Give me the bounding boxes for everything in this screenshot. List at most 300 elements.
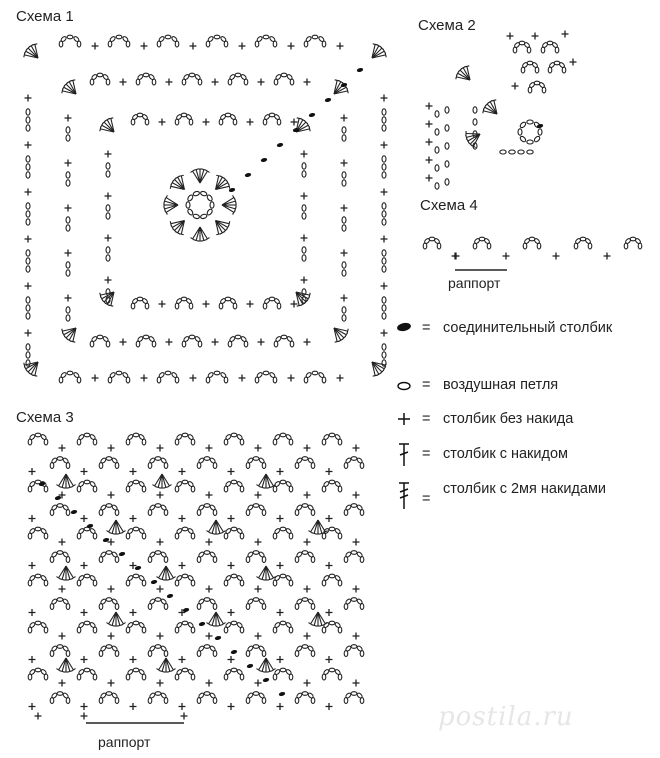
scheme3-arch: [148, 504, 168, 516]
scheme3-plus: [59, 539, 66, 546]
chain-mark: [342, 180, 346, 186]
scheme3-arch: [99, 645, 119, 657]
scheme1-top-arch: [206, 35, 228, 47]
scheme3-plus: [277, 609, 284, 616]
scheme3-arch: [77, 621, 97, 633]
scheme1-right-plus: [381, 142, 388, 149]
chain-arch: [274, 73, 294, 85]
scheme3-plus: [228, 562, 235, 569]
single-crochet-mark: [341, 205, 348, 212]
scheme2-ring-chain: [518, 129, 522, 135]
single-crochet-mark: [304, 79, 311, 86]
scheme3-arch: [246, 692, 266, 704]
single-crochet-mark: [203, 301, 210, 308]
chain-mark: [26, 156, 30, 162]
chain-arch: [513, 41, 531, 53]
chain-mark: [382, 250, 386, 256]
scheme4-arch: [574, 237, 592, 249]
scheme3-plus: [130, 609, 137, 616]
chain-mark: [26, 313, 30, 319]
chain-arch: [175, 297, 193, 309]
legend-text: столбик с накидом: [443, 446, 568, 462]
chain-mark: [342, 270, 346, 276]
legend-item-chain-stitch: [395, 375, 655, 395]
scheme1-center-fan: [222, 195, 236, 214]
scheme3-arch: [322, 480, 342, 492]
scheme2-corner-fan: [456, 66, 470, 80]
chain-mark: [445, 143, 449, 149]
scheme1-center-fan: [190, 169, 209, 183]
scheme3-arch: [295, 457, 315, 469]
scheme3-arch: [175, 480, 195, 492]
chain-mark: [106, 213, 110, 219]
scheme1-left-plus: [25, 236, 32, 243]
scheme3-plus: [29, 468, 36, 475]
scheme3-arch: [224, 527, 244, 539]
scheme3-fan: [56, 658, 75, 672]
legend-text: столбик без накида: [443, 411, 574, 427]
scheme-4-rapport-label: раппорт: [448, 275, 501, 291]
scheme3-slip-stitch: [54, 495, 61, 500]
scheme3-plus: [179, 562, 186, 569]
chain-arch: [263, 113, 281, 125]
single-crochet-mark: [105, 193, 112, 200]
chain-arch: [274, 335, 294, 347]
scheme1-right-plus: [381, 236, 388, 243]
scheme1-center-chain: [187, 194, 194, 202]
scheme3-plus: [228, 468, 235, 475]
chain-mark: [66, 262, 70, 268]
single-crochet-mark: [258, 339, 265, 346]
scheme1-top-plus: [337, 43, 344, 50]
scheme3-slip-stitch: [166, 593, 173, 598]
legend-text: столбик с 2мя накидами: [443, 481, 607, 497]
scheme3-arch: [322, 527, 342, 539]
scheme3-arch: [344, 645, 364, 657]
single-crochet-mark: [426, 157, 433, 164]
scheme3-plus: [206, 633, 213, 640]
scheme4-plus: [503, 253, 510, 260]
scheme1-bottom-arch: [255, 371, 277, 383]
scheme3-arch: [126, 433, 146, 445]
single-crochet-mark: [507, 33, 514, 40]
chain-mark: [302, 205, 306, 211]
chain-arch: [136, 73, 156, 85]
chain-mark: [382, 266, 386, 272]
chain-mark: [342, 172, 346, 178]
scheme3-fan: [256, 658, 275, 672]
scheme1-top-plus: [190, 43, 197, 50]
chain-mark: [106, 205, 110, 211]
scheme3-plus: [304, 586, 311, 593]
scheme3-plus: [304, 680, 311, 687]
legend-item-double-crochet: [395, 444, 655, 468]
scheme3-plus: [228, 656, 235, 663]
scheme1-slip-stitch: [260, 157, 267, 162]
chain-arch: [219, 297, 237, 309]
scheme3-arch: [99, 504, 119, 516]
scheme3-plus: [108, 633, 115, 640]
scheme3-slip-stitch: [118, 551, 125, 556]
scheme4-arch: [473, 237, 491, 249]
scheme3-fan: [256, 566, 275, 580]
chain-arch: [90, 73, 110, 85]
scheme4-plus: [604, 253, 611, 260]
scheme3-arch: [175, 621, 195, 633]
scheme3-fan: [106, 520, 125, 534]
scheme3-plus: [326, 468, 333, 475]
chain-mark: [435, 165, 439, 171]
scheme1-top-plus: [92, 43, 99, 50]
single-crochet-mark: [512, 83, 519, 90]
scheme3-slip-stitch: [198, 621, 205, 626]
scheme3-arch: [197, 645, 217, 657]
single-crochet-mark: [81, 713, 88, 720]
chain-mark: [518, 150, 524, 154]
scheme1-right-plus: [381, 189, 388, 196]
scheme1-corner-fan: [296, 292, 310, 306]
chain-mark: [382, 297, 386, 303]
scheme1-left-plus: [25, 283, 32, 290]
scheme1-center-chain: [186, 202, 190, 208]
scheme3-plus: [157, 586, 164, 593]
chain-mark: [26, 125, 30, 131]
single-crochet-mark: [181, 713, 188, 720]
chain-mark: [26, 305, 30, 311]
scheme3-plus: [255, 492, 262, 499]
single-crochet-mark: [532, 33, 539, 40]
scheme3-fan: [156, 566, 175, 580]
chain-arch: [541, 41, 559, 53]
chain-mark: [26, 211, 30, 217]
scheme3-plus: [130, 515, 137, 522]
chain-mark: [26, 297, 30, 303]
scheme3-slip-stitch: [246, 663, 253, 668]
chain-mark: [382, 109, 386, 115]
scheme1-corner-fan: [334, 328, 348, 342]
scheme1-top-arch: [157, 35, 179, 47]
scheme1-right-plus: [381, 283, 388, 290]
single-crochet-mark: [304, 339, 311, 346]
scheme1-bottom-arch: [304, 371, 326, 383]
chain-mark: [382, 172, 386, 178]
scheme3-plus: [326, 703, 333, 710]
scheme3-arch: [77, 574, 97, 586]
scheme3-slip-stitch: [150, 579, 157, 584]
chain-arch: [228, 335, 248, 347]
scheme1-top-arch: [304, 35, 326, 47]
scheme-2-title: Схема 2: [418, 17, 476, 34]
legend-text: воздушная петля: [443, 377, 559, 393]
chain-mark: [66, 172, 70, 178]
scheme1-left-plus: [25, 142, 32, 149]
chain-mark: [342, 225, 346, 231]
scheme3-fan: [156, 658, 175, 672]
scheme3-plus: [29, 656, 36, 663]
scheme3-plus: [157, 492, 164, 499]
scheme3-plus: [353, 492, 360, 499]
chain-mark: [342, 315, 346, 321]
scheme3-arch: [28, 527, 48, 539]
scheme1-slip-stitch: [324, 97, 331, 102]
scheme1-bottom-arch: [59, 371, 81, 383]
chain-mark: [435, 183, 439, 189]
scheme3-arch: [246, 551, 266, 563]
chain-mark: [342, 217, 346, 223]
scheme2-ring-chain: [527, 140, 533, 144]
scheme3-arch: [246, 645, 266, 657]
scheme2-ring-chain: [538, 129, 542, 135]
single-crochet-mark: [65, 205, 72, 212]
scheme3-arch: [99, 598, 119, 610]
scheme1-slip-stitch: [308, 112, 315, 117]
scheme1-corner-fan: [372, 44, 386, 58]
single-crochet-icon: [395, 410, 413, 434]
scheme3-arch: [28, 480, 48, 492]
scheme3-arch: [273, 433, 293, 445]
scheme3-arch: [344, 598, 364, 610]
scheme3-arch: [99, 551, 119, 563]
scheme3-plus: [81, 515, 88, 522]
chain-mark: [435, 147, 439, 153]
scheme3-arch: [148, 551, 168, 563]
chain-mark: [302, 255, 306, 261]
single-crochet-mark: [301, 151, 308, 158]
scheme1-corner-fan: [24, 44, 38, 58]
scheme3-plus: [277, 515, 284, 522]
single-crochet-mark: [426, 175, 433, 182]
scheme4-arch: [624, 237, 642, 249]
chain-mark: [382, 125, 386, 131]
scheme3-plus: [81, 703, 88, 710]
chain-mark: [302, 163, 306, 169]
scheme1-bottom-arch: [108, 371, 130, 383]
single-crochet-mark: [341, 295, 348, 302]
scheme3-plus: [277, 468, 284, 475]
chain-mark: [382, 344, 386, 350]
single-crochet-mark: [301, 193, 308, 200]
chain-mark: [445, 107, 449, 113]
scheme3-arch: [148, 457, 168, 469]
chain-mark: [26, 117, 30, 123]
scheme3-arch: [148, 598, 168, 610]
legend-item-slip-stitch: [395, 318, 655, 362]
scheme1-center-chain: [193, 214, 200, 220]
scheme3-arch: [126, 480, 146, 492]
scheme1-center-chain: [200, 214, 207, 220]
scheme3-plus: [59, 586, 66, 593]
legend-item-treble-crochet: [395, 479, 655, 523]
scheme3-plus: [59, 633, 66, 640]
chain-mark: [509, 150, 515, 154]
single-crochet-mark: [247, 119, 254, 126]
chain-mark: [66, 307, 70, 313]
chain-mark: [26, 172, 30, 178]
scheme3-plus: [81, 468, 88, 475]
scheme3-plus: [130, 703, 137, 710]
chain-mark: [106, 163, 110, 169]
chain-mark: [473, 119, 477, 125]
single-crochet-mark: [301, 277, 308, 284]
scheme1-top-arch: [108, 35, 130, 47]
scheme3-plus: [130, 656, 137, 663]
chain-mark: [382, 156, 386, 162]
scheme3-arch: [197, 457, 217, 469]
scheme3-arch: [273, 621, 293, 633]
scheme3-arch: [77, 527, 97, 539]
scheme3-plus: [29, 515, 36, 522]
scheme3-plus: [157, 539, 164, 546]
chain-mark: [527, 150, 533, 154]
scheme3-arch: [246, 457, 266, 469]
scheme3-plus: [206, 445, 213, 452]
scheme3-plus: [29, 703, 36, 710]
scheme3-plus: [108, 492, 115, 499]
chain-mark: [106, 247, 110, 253]
chain-mark: [106, 255, 110, 261]
scheme3-arch: [50, 504, 70, 516]
scheme3-plus: [108, 680, 115, 687]
legend-equals: =: [422, 377, 431, 393]
chain-arch: [182, 335, 202, 347]
single-crochet-mark: [166, 339, 173, 346]
scheme1-center-fan: [216, 175, 230, 189]
scheme3-plus: [29, 562, 36, 569]
scheme3-plus: [304, 445, 311, 452]
scheme3-arch: [50, 692, 70, 704]
single-crochet-mark: [291, 119, 298, 126]
scheme3-slip-stitch: [262, 677, 269, 682]
scheme3-arch: [77, 668, 97, 680]
scheme3-arch: [50, 551, 70, 563]
legend-item-single-crochet: [395, 409, 655, 429]
chain-mark: [382, 258, 386, 264]
scheme3-arch: [295, 504, 315, 516]
scheme3-fan: [56, 474, 75, 488]
legend-equals: =: [422, 446, 431, 462]
double-crochet-icon: [395, 442, 413, 474]
scheme3-arch: [224, 574, 244, 586]
scheme1-left-plus: [25, 189, 32, 196]
scheme1-corner-fan: [372, 362, 386, 376]
scheme3-arch: [148, 645, 168, 657]
single-crochet-mark: [341, 250, 348, 257]
chain-mark: [473, 107, 477, 113]
single-crochet-mark: [426, 121, 433, 128]
single-crochet-mark: [166, 79, 173, 86]
scheme1-center-chain: [200, 191, 207, 197]
single-crochet-mark: [35, 713, 42, 720]
legend-text: соединительный столбик: [443, 320, 613, 336]
chain-arch: [263, 297, 281, 309]
scheme3-plus: [326, 656, 333, 663]
scheme3-fan: [308, 520, 327, 534]
scheme3-arch: [50, 457, 70, 469]
single-crochet-mark: [105, 277, 112, 284]
chain-mark: [26, 203, 30, 209]
chain-mark: [106, 171, 110, 177]
scheme1-corner-fan: [334, 80, 348, 94]
single-crochet-mark: [291, 301, 298, 308]
scheme1-bottom-arch: [206, 371, 228, 383]
scheme3-arch: [197, 551, 217, 563]
scheme3-arch: [28, 621, 48, 633]
scheme3-slip-stitch: [214, 635, 221, 640]
chain-mark: [302, 213, 306, 219]
single-crochet-mark: [341, 160, 348, 167]
chain-mark: [445, 161, 449, 167]
scheme3-plus: [206, 680, 213, 687]
scheme-3-title: Схема 3: [16, 409, 74, 426]
chain-mark: [66, 127, 70, 133]
chain-mark: [26, 219, 30, 225]
scheme3-plus: [179, 515, 186, 522]
scheme1-right-plus: [381, 330, 388, 337]
scheme3-slip-stitch: [230, 649, 237, 654]
chain-arch: [219, 113, 237, 125]
scheme3-arch: [295, 645, 315, 657]
watermark: postila.ru: [438, 702, 574, 732]
scheme3-arch: [224, 668, 244, 680]
scheme3-plus: [157, 633, 164, 640]
scheme3-plus: [353, 680, 360, 687]
single-crochet-mark: [65, 160, 72, 167]
chain-mark: [302, 247, 306, 253]
chain-mark: [26, 352, 30, 358]
chain-mark: [382, 352, 386, 358]
scheme3-arch: [273, 668, 293, 680]
scheme-3-rapport-label: раппорт: [98, 734, 151, 750]
scheme3-arch: [344, 692, 364, 704]
chain-mark: [66, 180, 70, 186]
chain-mark: [66, 217, 70, 223]
scheme3-plus: [228, 703, 235, 710]
scheme3-arch: [224, 621, 244, 633]
scheme3-plus: [157, 680, 164, 687]
scheme1-bottom-plus: [141, 375, 148, 382]
slip-stitch-icon: [395, 319, 413, 339]
scheme3-fan: [152, 474, 171, 488]
single-crochet-mark: [426, 139, 433, 146]
scheme3-slip-stitch: [86, 523, 93, 528]
chain-arch: [131, 113, 149, 125]
single-crochet-mark: [341, 115, 348, 122]
single-crochet-mark: [65, 115, 72, 122]
scheme3-plus: [353, 633, 360, 640]
scheme3-arch: [246, 504, 266, 516]
scheme1-bottom-arch: [157, 371, 179, 383]
scheme1-center-chain: [210, 202, 214, 208]
single-crochet-mark: [105, 235, 112, 242]
scheme3-plus: [157, 445, 164, 452]
scheme3-arch: [322, 668, 342, 680]
scheme1-bottom-plus: [92, 375, 99, 382]
scheme3-plus: [353, 539, 360, 546]
scheme3-fan: [56, 566, 75, 580]
scheme3-arch: [224, 480, 244, 492]
scheme3-arch: [344, 504, 364, 516]
chain-mark: [66, 225, 70, 231]
scheme3-plus: [206, 492, 213, 499]
scheme-1-title: Схема 1: [16, 8, 74, 25]
scheme3-plus: [255, 633, 262, 640]
scheme1-left-plus: [25, 330, 32, 337]
scheme3-arch: [246, 598, 266, 610]
scheme3-arch: [77, 480, 97, 492]
chain-mark: [342, 135, 346, 141]
scheme3-plus: [59, 445, 66, 452]
single-crochet-mark: [65, 295, 72, 302]
